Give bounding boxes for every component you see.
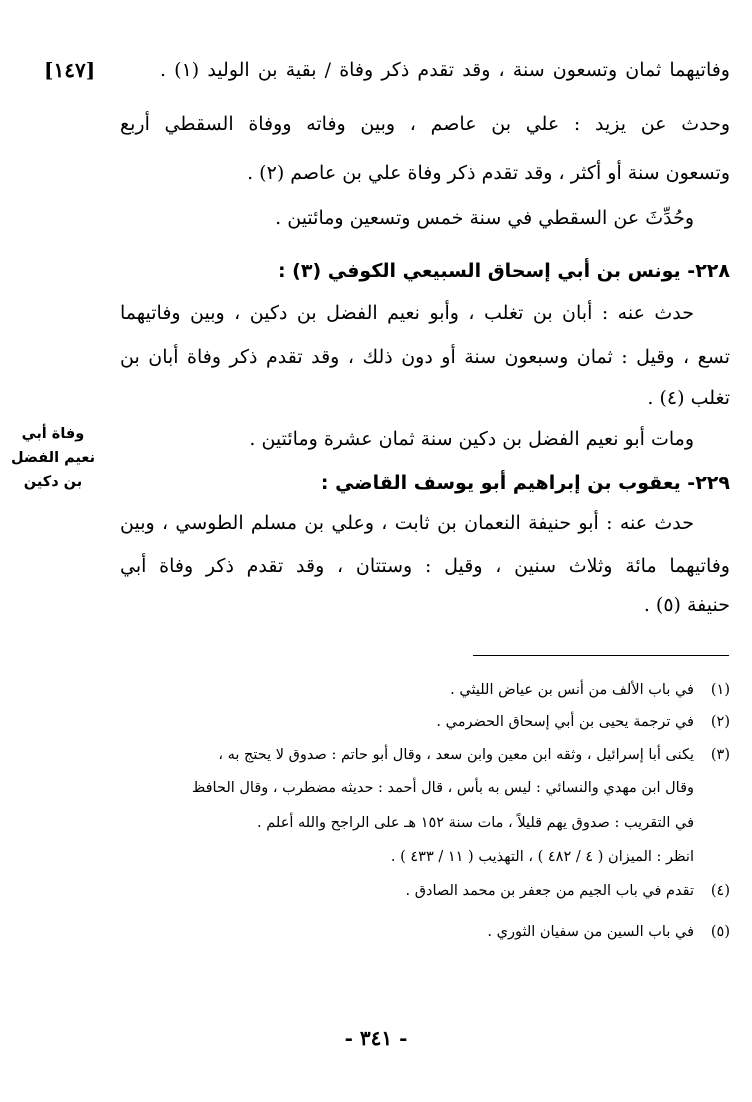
entry-heading-228: ٢٢٨- يونس بن أبي إسحاق السبيعي الكوفي (٣) :: [277, 260, 730, 282]
body-line: حنيفة (٥) .: [643, 594, 730, 616]
footnote-text: انظر : الميزان ( ٤ / ٤٨٢ ) ، التهذيب ( ١١ / ٤٣٣ ) .: [390, 849, 694, 865]
footnote-text: في التقريب : صدوق يهم قليلاً ، مات سنة ١٥٢ هـ على الراجح والله أعلم .: [257, 815, 694, 831]
footnote-text: يكنى أبا إسرائيل ، وثقه ابن معين وابن سعد ، وقال أبو حاتم : صدوق لا يحتج به ،: [218, 747, 694, 763]
footnote-3-refs: [391, 844, 694, 870]
footnote-number: (٥): [710, 924, 730, 940]
footnote-separator: [473, 655, 729, 656]
body-line: تغلب (٤) .: [647, 387, 730, 409]
footnote-text: في ترجمة يحيى بن أبي إسحاق الحضرمي .: [436, 714, 694, 730]
footnote-3: [218, 742, 730, 768]
page-number: - ٣٤١ -: [344, 1026, 408, 1050]
body-line: حدث عنه : أبو حنيفة النعمان بن ثابت ، وعلي بن مسلم الطوسي ، وبين: [120, 512, 694, 534]
body-line: تسع ، وقيل : ثمان وسبعون سنة أو دون ذلك ، وقد تقدم ذكر وفاة أبان بن: [120, 346, 730, 368]
body-line: وحُدِّثَ عن السقطي في سنة خمس وتسعين ومائتين .: [275, 207, 694, 229]
footnote-2: [436, 709, 730, 735]
margin-note: وفاة أبي نعيم الفضل بن دكين: [10, 426, 96, 490]
footnote-4: [406, 878, 730, 904]
footnote-3-cont: [257, 810, 694, 836]
footnote-number: (٣): [710, 747, 730, 763]
footnote-1: [450, 677, 730, 703]
footnote-number: (٢): [710, 714, 730, 730]
footnote-text: تقدم في باب الجيم من جعفر بن محمد الصادق .: [405, 883, 694, 899]
body-line: وفاتيهما مائة وثلاث سنين ، وقيل : وستتان ، وقد تقدم ذكر وفاة أبي: [120, 555, 730, 577]
footnote-number: (٤): [710, 883, 730, 899]
body-line: حدث عنه : أبان بن تغلب ، وأبو نعيم الفضل بن دكين ، وبين وفاتيهما: [120, 302, 694, 324]
original-page-reference: [١٤٧]: [44, 58, 96, 82]
footnote-text: في باب السين من سفيان الثوري .: [487, 924, 694, 940]
footnote-5: [487, 919, 730, 945]
body-line: وحدث عن يزيد : علي بن عاصم ، وبين وفاته ووفاة السقطي أربع: [120, 113, 730, 135]
entry-heading-229: ٢٢٩- يعقوب بن إبراهيم أبو يوسف القاضي :: [320, 472, 730, 494]
footnote-text: في باب الألف من أنس بن عياض الليثي .: [450, 682, 694, 698]
body-line: وتسعون سنة أو أكثر ، وقد تقدم ذكر وفاة علي بن عاصم (٢) .: [247, 162, 730, 184]
footnote-text: وقال ابن مهدي والنسائي : ليس به بأس ، قال أحمد : حديثه مضطرب ، وقال الحافظ: [191, 780, 694, 796]
body-line: وفاتيهما ثمان وتسعون سنة ، وقد تقدم ذكر وفاة / بقية بن الوليد (١) .: [160, 59, 730, 81]
footnote-3-cont: [192, 775, 694, 801]
footnote-number: (١): [710, 682, 730, 698]
body-line: ومات أبو نعيم الفضل بن دكين سنة ثمان عشرة ومائتين .: [249, 428, 694, 450]
